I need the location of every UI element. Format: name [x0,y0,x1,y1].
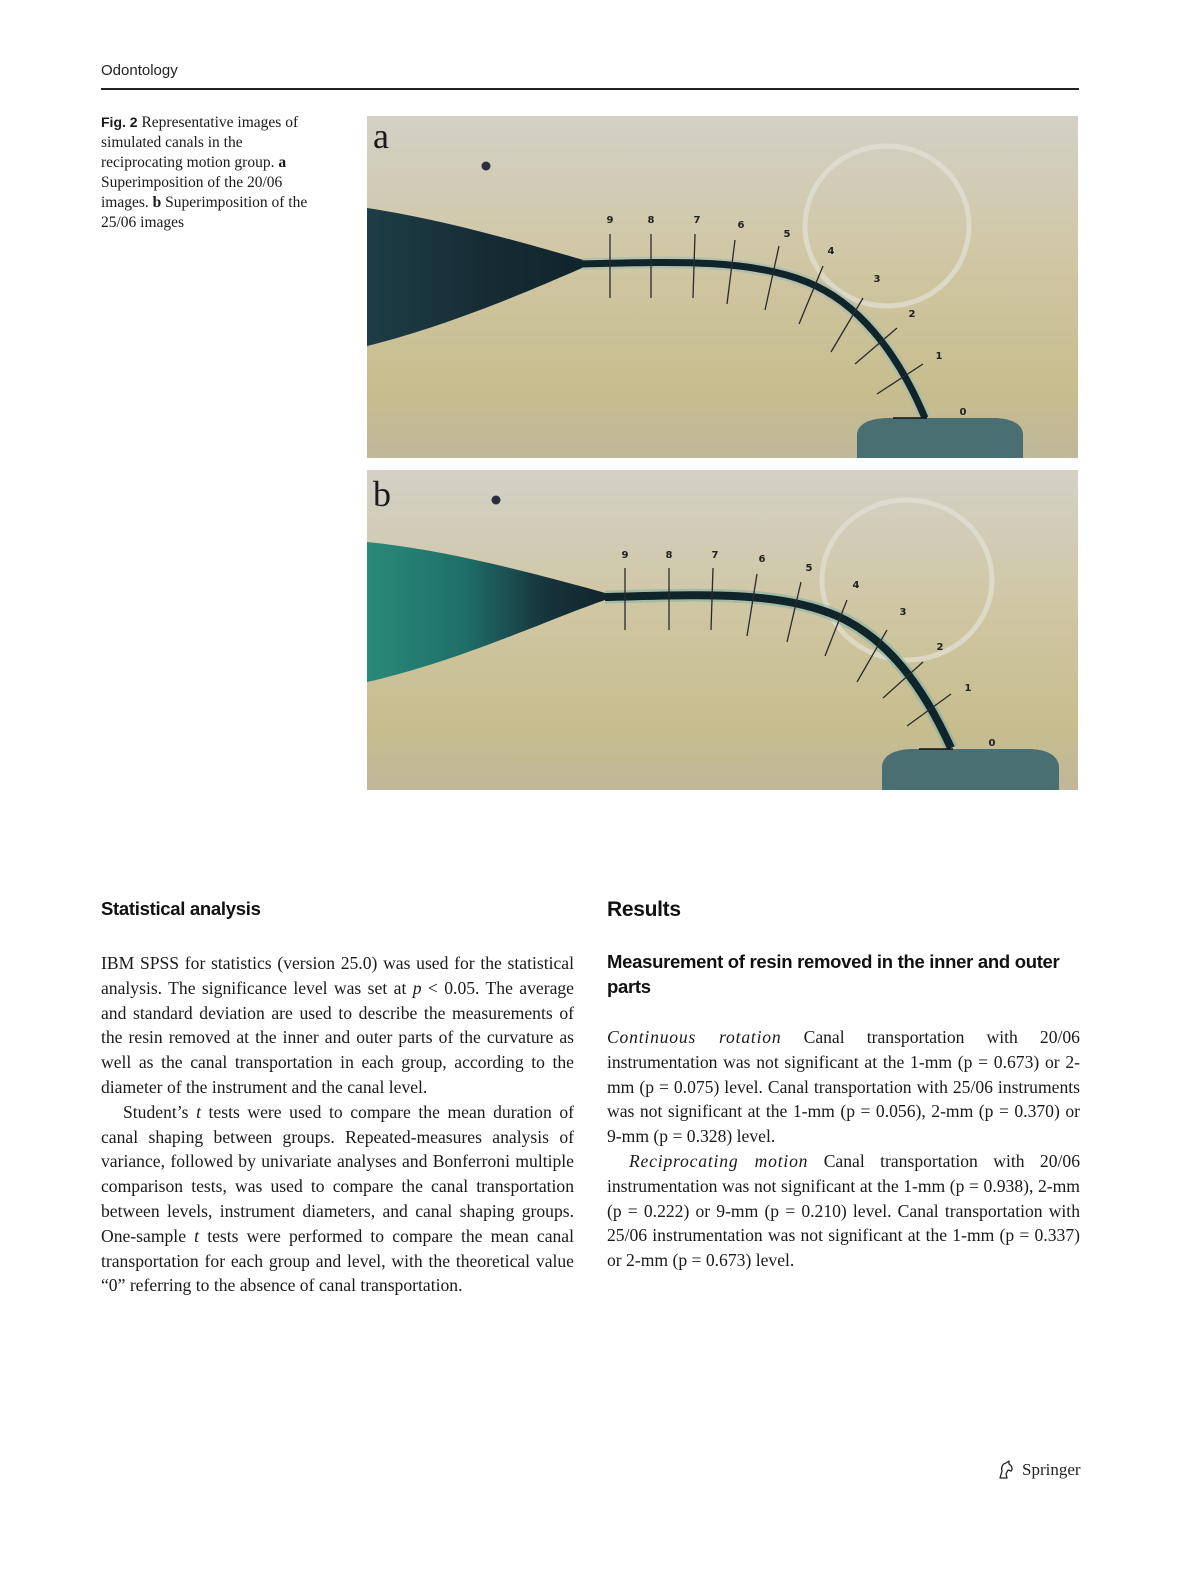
section-heading-statistical-analysis: Statistical analysis [101,898,261,919]
paragraph: Student’s t tests were used to compare the mean duration of canal shaping between groups. Repeated-measures analysis of variance, followed by univariate analyses and Bonferroni multiple comparison tests, was used to compare the canal transportation between levels, instrument diameters, and canal shaping groups. One-sample t tests were performed to compare the mean canal transportation for each group and level, with the theoretical value “0” referring to the absence of canal transportation. [101,1101,575,1296]
subsection-heading: Measurement of resin removed in the inner and outer parts [607,951,1060,997]
figure-label: Fig. 2 [101,114,138,130]
level-label-4: 4 [852,580,860,591]
dark-spot [482,162,491,171]
section-heading-results: Results [607,898,681,921]
level-label-8: 8 [665,550,673,561]
level-label-0: 0 [959,407,967,418]
left-column [101,898,574,1298]
paragraph: Reciprocating motion Canal transportation with 20/06 instrumentation was not significant at the 1-mm (p = 0.938), 2-mm (p = 0.222) or 9-mm (p = 0.210) level. Canal transportation with 25/06 instrumentation was not significant at the 1-mm (p = 0.337) or 2-mm (p = 0.673) level. [607,1150,1080,1271]
panel-letter-a: a [373,116,389,156]
level-label-1: 1 [935,351,943,362]
base-block [882,749,1059,790]
level-label-7: 7 [711,550,719,561]
caption-part1: Representative images of simulated canals in the reciprocating motion group. [101,114,299,171]
level-label-8: 8 [647,215,655,226]
publisher-name: Springer [1022,1460,1081,1479]
canal-photo-b [367,470,1078,790]
base-block [857,418,1023,458]
level-label-5: 5 [783,229,791,240]
level-label-3: 3 [899,607,907,618]
level-label-5: 5 [805,563,813,574]
level-label-6: 6 [737,220,745,231]
level-label-2: 2 [908,309,916,320]
level-label-2: 2 [936,642,944,653]
caption-part3: Superimposition of the 25/06 images [101,194,308,231]
caption-a-letter: a [278,154,287,171]
right-column [607,898,1080,1273]
level-label-3: 3 [873,274,881,285]
publisher-logo [996,1460,1081,1480]
panel-letter-b: b [373,474,391,514]
level-label-9: 9 [621,550,629,561]
figure-panel-a [367,116,1078,458]
level-label-0: 0 [988,738,996,749]
level-label-4: 4 [827,246,835,257]
level-label-9: 9 [606,215,614,226]
paragraph: IBM SPSS for statistics (version 25.0) was used for the statistical analysis. The significance level was set at p < 0.05. The average and standard deviation are used to describe the measurements of the resin removed at the inner and outer parts of the curvature as well as the canal transportation in each group, according to the diameter of the instrument and the canal level. [101,953,574,1097]
figure-caption [101,112,309,233]
caption-b-letter: b [152,194,162,211]
level-label-6: 6 [758,554,766,565]
caption-part2: Superimposition of the 20/06 images. [101,174,283,211]
figure-panel-b [367,470,1078,790]
level-label-7: 7 [693,215,701,226]
canal-photo-a [367,116,1078,458]
paragraph: Continuous rotation Canal transportation with 20/06 instrumentation was not significant at the 1-mm (p = 0.673) or 2-mm (p = 0.075) level. Canal transportation with 25/06 instruments was not significant at the 1-mm (p = 0.056), 2-mm (p = 0.370) or 9-mm (p = 0.328) level. [607,1027,1080,1147]
header-rule [101,88,1079,90]
dark-spot [492,496,501,505]
springer-horse-icon [996,1460,1016,1480]
level-label-1: 1 [964,683,972,694]
running-head: Odontology [101,62,178,79]
